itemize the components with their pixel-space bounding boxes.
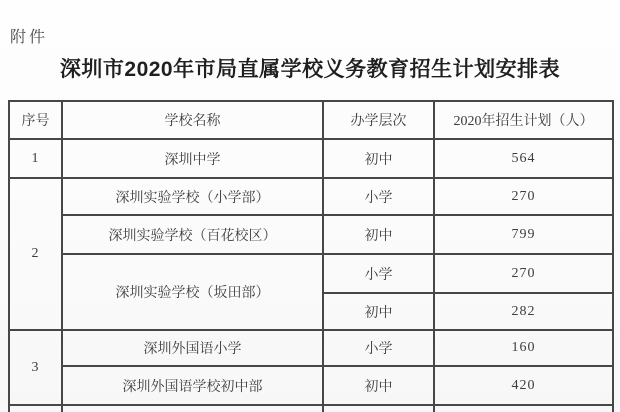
table-row: [9, 139, 613, 178]
level-cell: 小学: [323, 330, 434, 366]
plan-cell: [434, 405, 613, 412]
header-cell-no: 序号: [9, 101, 62, 139]
level-cell: 小学: [323, 254, 434, 293]
level-cell: 初中: [323, 215, 434, 254]
plan-cell: 564: [434, 139, 613, 178]
row-number-cell: 2: [9, 178, 62, 330]
plan-cell: 160: [434, 330, 613, 366]
table-row: [9, 215, 613, 254]
header-cell-school: 学校名称: [62, 101, 323, 139]
plan-cell: 282: [434, 293, 613, 330]
plan-cell: 799: [434, 215, 613, 254]
school-name-cell: 深圳外国语学校初中部: [62, 366, 323, 405]
table-row: [9, 178, 613, 215]
school-name-cell: 深圳实验学校（百花校区）: [62, 215, 323, 254]
table-header-row: [9, 101, 613, 139]
school-name-cell: 深圳实验学校（小学部）: [62, 178, 323, 215]
level-cell: 初中: [323, 366, 434, 405]
header-cell-level: 办学层次: [323, 101, 434, 139]
page-title: 深圳市2020年市局直属学校义务教育招生计划安排表: [59, 58, 561, 81]
plan-cell: 270: [434, 178, 613, 215]
school-name-cell: 深圳外国语小学: [62, 330, 323, 366]
level-cell: 初中: [323, 293, 434, 330]
table-row-partial: [9, 405, 613, 412]
school-name-cell: 深圳实验学校（坂田部）: [62, 254, 323, 330]
table-row: [9, 366, 613, 405]
table-row: [9, 254, 613, 293]
school-name-cell: 深圳中学: [62, 139, 323, 178]
school-name-cell: [62, 405, 323, 412]
plan-cell: 270: [434, 254, 613, 293]
level-cell: 初中: [323, 139, 434, 178]
row-number-cell: 1: [9, 139, 62, 178]
level-cell: 小学: [323, 178, 434, 215]
enrollment-table: [8, 100, 614, 412]
table-row: [9, 330, 613, 366]
level-cell: [323, 405, 434, 412]
attachment-label: 附件: [10, 29, 49, 46]
row-number-cell: [9, 405, 62, 412]
row-number-cell: 3: [9, 330, 62, 405]
plan-cell: 420: [434, 366, 613, 405]
header-cell-plan: 2020年招生计划（人）: [434, 101, 613, 139]
